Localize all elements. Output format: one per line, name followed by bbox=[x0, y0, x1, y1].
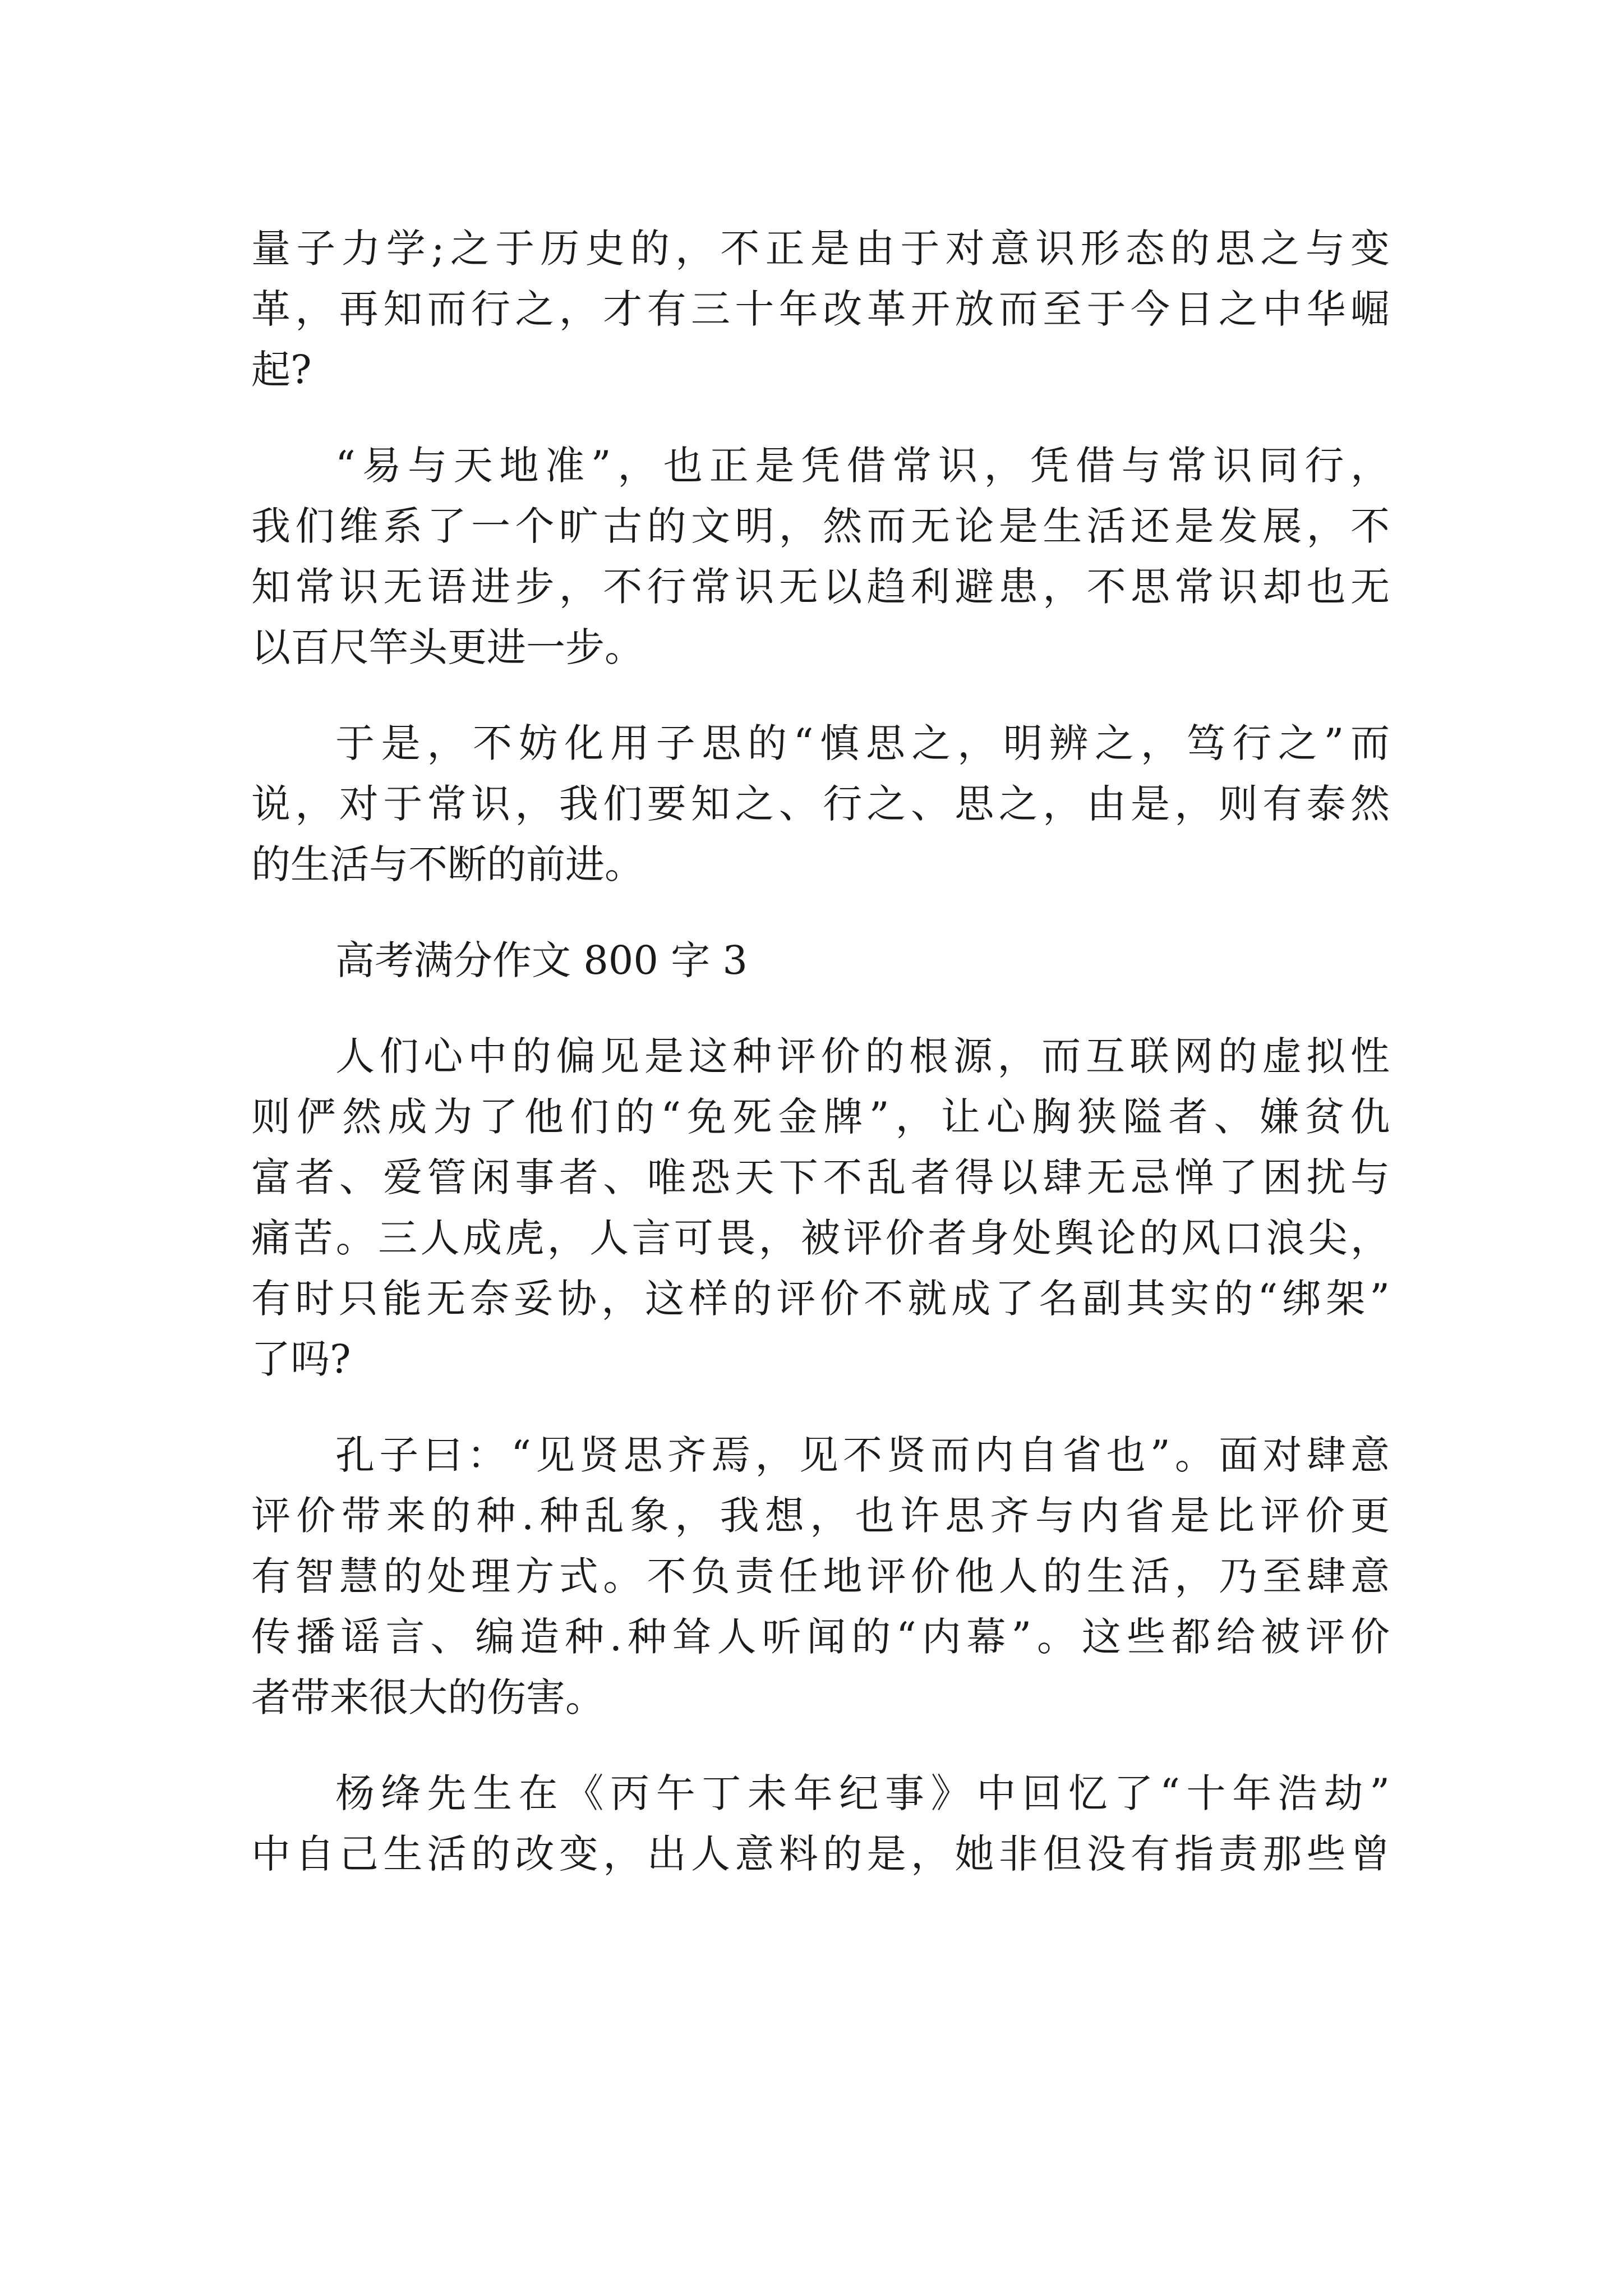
body-text-line: 说，对于常识，我们要知之、行之、思之，由是，则有泰然 bbox=[251, 781, 1390, 827]
body-text-line: 革，再知而行之，才有三十年改革开放而至于今日之中华崛 bbox=[251, 286, 1390, 332]
body-text-line: 我们维系了一个旷古的文明，然而无论是生活还是发展，不 bbox=[251, 503, 1390, 549]
body-text-line: 则俨然成为了他们的“免死金牌”，让心胸狭隘者、嫌贫仇 bbox=[251, 1094, 1390, 1140]
body-text-line: 中自己生活的改变，出人意料的是，她非但没有指责那些曾 bbox=[251, 1831, 1390, 1877]
body-text-line: 传播谣言、编造种.种耸人听闻的“内幕”。这些都给被评价 bbox=[251, 1614, 1390, 1660]
paragraph-first-line: 人们心中的偏见是这种评价的根源，而互联网的虚拟性 bbox=[335, 1033, 1390, 1079]
section-heading: 高考满分作文 800 字 3 bbox=[335, 937, 748, 983]
body-text-line: 者带来很大的伤害。 bbox=[251, 1674, 605, 1720]
body-text-line: 了吗? bbox=[251, 1336, 351, 1382]
body-text-line: 起? bbox=[251, 347, 312, 393]
paragraph-first-line: 孔子曰：“见贤思齐焉，见不贤而内自省也”。面对肆意 bbox=[335, 1432, 1390, 1478]
body-text-line: 以百尺竿头更进一步。 bbox=[251, 624, 644, 670]
body-text-line: 的生活与不断的前进。 bbox=[251, 841, 644, 887]
body-text-line: 知常识无语进步，不行常识无以趋利避患，不思常识却也无 bbox=[251, 564, 1390, 610]
body-text-line: 富者、爱管闲事者、唯恐天下不乱者得以肆无忌惮了困扰与 bbox=[251, 1154, 1390, 1200]
body-text-line: 量子力学;之于历史的，不正是由于对意识形态的思之与变 bbox=[251, 226, 1390, 272]
paragraph-first-line: 杨绛先生在《丙午丁未年纪事》中回忆了“十年浩劫” bbox=[335, 1770, 1390, 1816]
paragraph-first-line: 于是，不妨化用子思的“慎思之，明辨之，笃行之”而 bbox=[335, 720, 1390, 766]
paragraph-first-line: “易与天地准”，也正是凭借常识，凭借与常识同行， bbox=[335, 443, 1390, 489]
body-text-line: 有时只能无奈妥协，这样的评价不就成了名副其实的“绑架” bbox=[251, 1276, 1390, 1322]
body-text-line: 评价带来的种.种乱象，我想，也许思齐与内省是比评价更 bbox=[251, 1493, 1390, 1539]
body-text-line: 有智慧的处理方式。不负责任地评价他人的生活，乃至肆意 bbox=[251, 1553, 1390, 1599]
body-text-line: 痛苦。三人成虎，人言可畏，被评价者身处舆论的风口浪尖， bbox=[251, 1215, 1390, 1261]
